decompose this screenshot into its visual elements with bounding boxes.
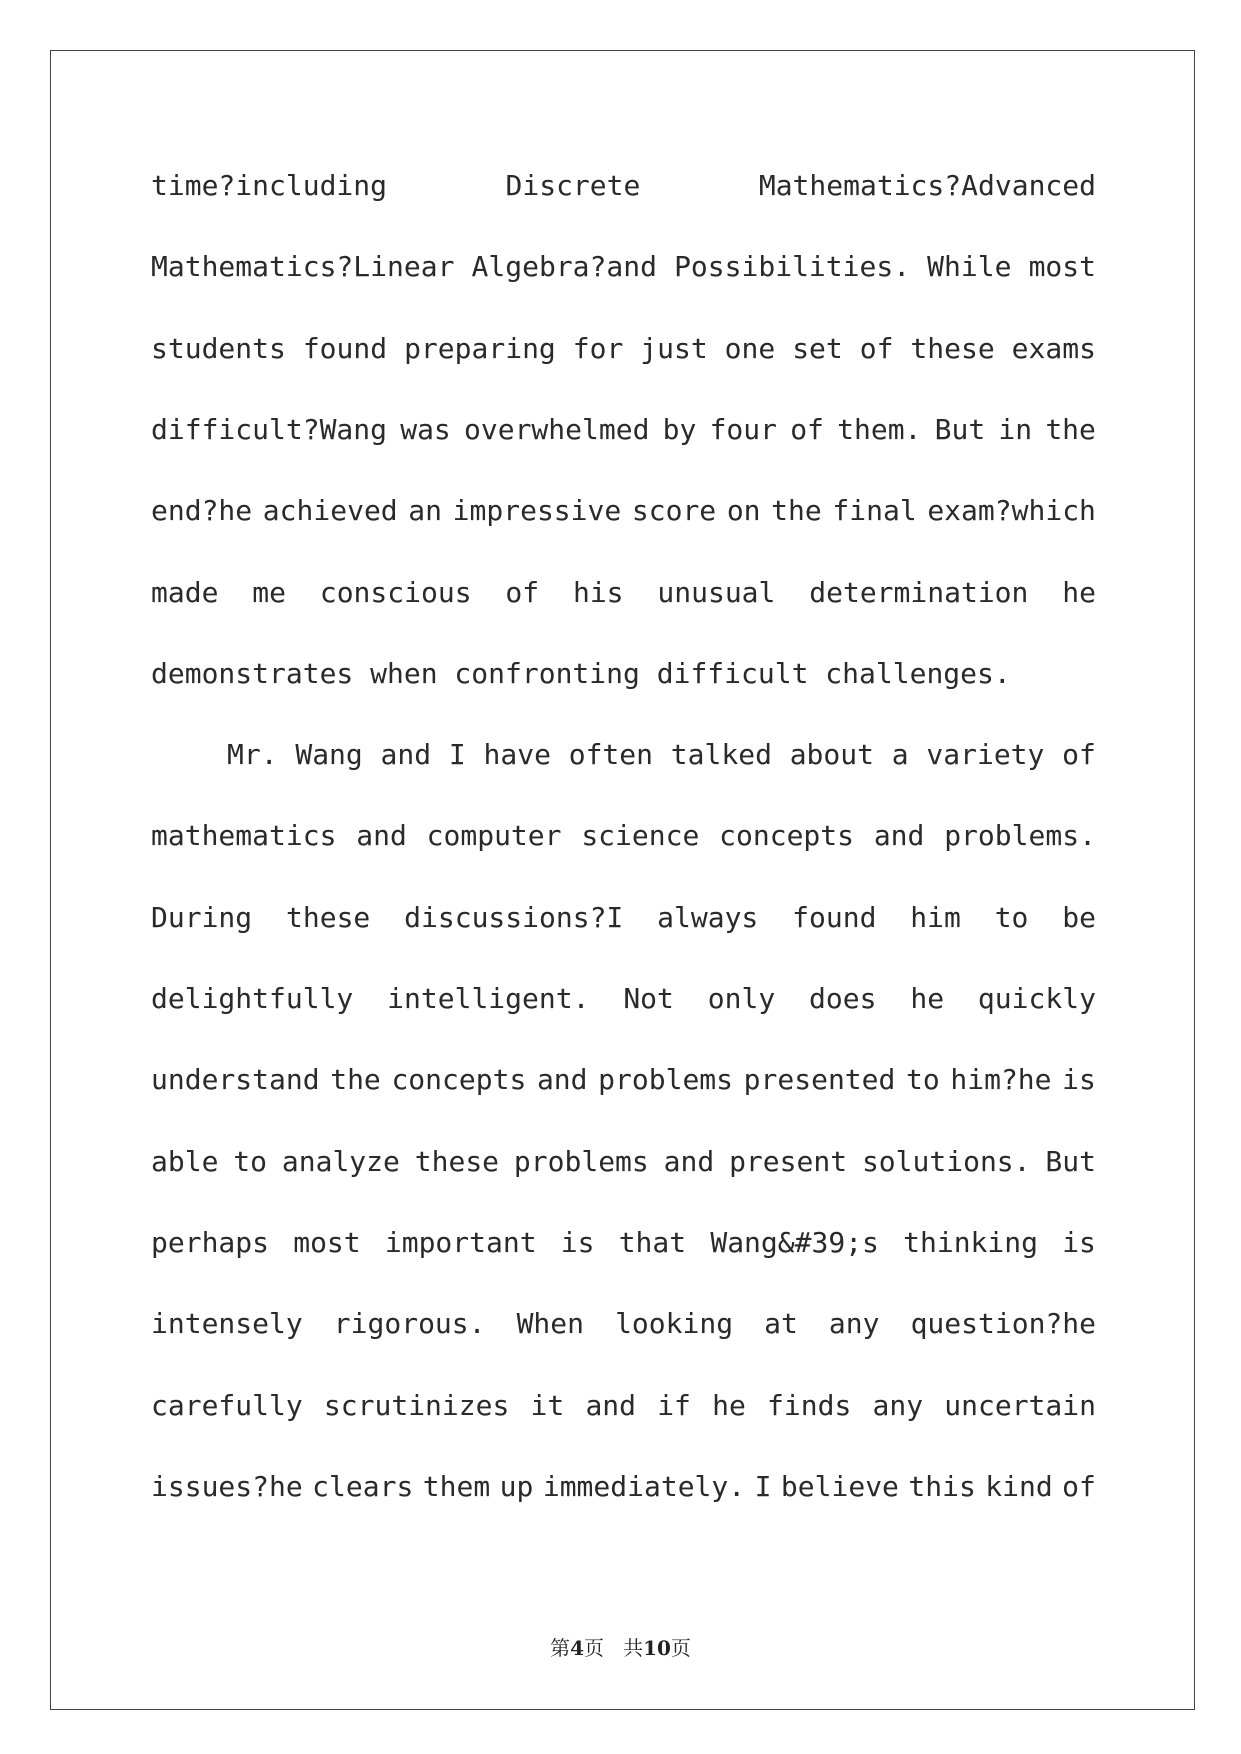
word: by bbox=[662, 412, 697, 446]
word: at bbox=[764, 1307, 798, 1341]
text-line bbox=[151, 247, 1096, 287]
word: be bbox=[1062, 900, 1096, 934]
word: computer bbox=[426, 819, 562, 853]
word: for bbox=[572, 331, 624, 365]
word: on bbox=[726, 494, 761, 528]
word: problems bbox=[513, 1144, 649, 1178]
word: conscious bbox=[319, 575, 472, 609]
footer-total-suffix: 页 bbox=[670, 1636, 691, 1660]
word: have bbox=[483, 738, 551, 772]
word: impressive bbox=[452, 494, 622, 528]
word: But bbox=[934, 412, 986, 446]
word: Mr. bbox=[227, 738, 278, 772]
word: time?including bbox=[151, 169, 388, 202]
word: problems. bbox=[944, 819, 1096, 853]
word: present bbox=[729, 1144, 848, 1178]
word: to bbox=[994, 900, 1029, 934]
word: me bbox=[252, 575, 286, 609]
word: and bbox=[356, 819, 407, 853]
page-border bbox=[50, 50, 1195, 1710]
word: rigorous. bbox=[333, 1307, 486, 1341]
word: them bbox=[422, 1469, 491, 1503]
word: always bbox=[657, 900, 759, 934]
word: and bbox=[585, 1388, 637, 1422]
text-line bbox=[151, 1304, 1096, 1344]
word: clears bbox=[312, 1469, 414, 1503]
word: carefully bbox=[151, 1388, 303, 1422]
word: only bbox=[707, 982, 776, 1015]
text-line bbox=[151, 1467, 1096, 1507]
word: kind bbox=[985, 1469, 1053, 1503]
word: is bbox=[1062, 1225, 1096, 1259]
text-line bbox=[151, 735, 1096, 775]
text-line bbox=[151, 1060, 1096, 1100]
text-line bbox=[151, 410, 1096, 450]
word: the bbox=[330, 1063, 381, 1097]
word: made bbox=[151, 575, 219, 609]
word: most bbox=[293, 1225, 361, 1259]
word: and bbox=[536, 1063, 588, 1097]
word: important bbox=[384, 1225, 537, 1259]
text-line bbox=[151, 816, 1096, 856]
word: end?he bbox=[151, 494, 253, 528]
word: unusual bbox=[657, 575, 776, 609]
word: solutions. bbox=[861, 1144, 1031, 1178]
word: found bbox=[792, 900, 877, 934]
word: presented bbox=[743, 1063, 896, 1097]
word: exam?which bbox=[927, 494, 1096, 528]
word: problems bbox=[598, 1063, 734, 1097]
word: of bbox=[790, 412, 824, 446]
text-line bbox=[151, 491, 1096, 531]
footer-total-prefix: 共 bbox=[623, 1636, 644, 1660]
word: he bbox=[1062, 575, 1096, 609]
word: concepts bbox=[719, 819, 854, 853]
word: these bbox=[910, 331, 995, 365]
word: and bbox=[873, 819, 925, 853]
word: if bbox=[657, 1388, 691, 1422]
word: mathematics bbox=[151, 819, 337, 853]
word: Mathematics?Advanced bbox=[758, 169, 1096, 202]
word: preparing bbox=[404, 331, 556, 365]
footer-total-pages: 10 bbox=[643, 1636, 671, 1660]
word: them. bbox=[837, 412, 922, 446]
word: most bbox=[1028, 250, 1096, 284]
word: a bbox=[891, 738, 909, 772]
word: the bbox=[1045, 412, 1096, 446]
word: science bbox=[581, 819, 700, 853]
footer-page-number: 4 bbox=[570, 1636, 584, 1660]
word: any bbox=[872, 1388, 924, 1422]
word: But bbox=[1045, 1144, 1096, 1178]
word: understand bbox=[151, 1063, 320, 1097]
word: him bbox=[910, 900, 961, 934]
text-line bbox=[151, 1386, 1096, 1426]
text-line bbox=[151, 329, 1096, 369]
word: variety bbox=[926, 738, 1045, 772]
word: determination bbox=[809, 575, 1029, 609]
word: uncertain bbox=[944, 1388, 1096, 1422]
word: up bbox=[499, 1469, 534, 1503]
word: Algebra?and bbox=[471, 250, 657, 284]
text-line-last: demonstrates when confronting difficult challenges. bbox=[151, 656, 1011, 690]
word: he bbox=[910, 982, 945, 1015]
word: four bbox=[709, 412, 777, 446]
text-line bbox=[151, 898, 1096, 938]
word: set bbox=[792, 331, 843, 365]
word: one bbox=[724, 331, 776, 365]
word: often bbox=[568, 738, 654, 772]
word: exams bbox=[1011, 331, 1096, 365]
word: analyze bbox=[281, 1144, 400, 1178]
word: During bbox=[151, 900, 253, 934]
word: When bbox=[516, 1307, 584, 1341]
word: the bbox=[771, 494, 822, 528]
word: and bbox=[663, 1144, 715, 1178]
word: immediately. bbox=[542, 1469, 746, 1503]
text-line bbox=[151, 1142, 1096, 1182]
word: is bbox=[560, 1225, 595, 1259]
word: Wang&#39;s bbox=[710, 1225, 879, 1259]
word: just bbox=[640, 331, 708, 365]
word: in bbox=[998, 412, 1033, 446]
word: discussions?I bbox=[404, 900, 624, 934]
word: I bbox=[448, 738, 466, 772]
word: thinking bbox=[903, 1225, 1038, 1259]
word: Mathematics?Linear bbox=[151, 250, 455, 284]
word: to bbox=[906, 1063, 940, 1097]
word: this bbox=[908, 1469, 976, 1503]
word: and bbox=[380, 738, 432, 772]
word: final bbox=[832, 494, 917, 528]
word: Possibilities. bbox=[674, 250, 911, 284]
word: achieved bbox=[262, 494, 398, 528]
word: score bbox=[631, 494, 717, 528]
word: Wang bbox=[295, 738, 363, 772]
word: intelligent. bbox=[387, 982, 590, 1015]
text-line bbox=[151, 1223, 1096, 1263]
word: Not bbox=[623, 982, 674, 1015]
word: any bbox=[828, 1307, 880, 1341]
word: difficult?Wang bbox=[151, 412, 388, 446]
word: quickly bbox=[977, 982, 1096, 1015]
page-footer bbox=[0, 1632, 1241, 1661]
word: I bbox=[754, 1469, 772, 1503]
word: question?he bbox=[910, 1307, 1096, 1341]
word: of bbox=[1062, 738, 1096, 772]
word: issues?he bbox=[151, 1469, 303, 1503]
word: overwhelmed bbox=[464, 412, 650, 446]
text-line bbox=[151, 166, 1096, 206]
word: about bbox=[789, 738, 874, 772]
text-line bbox=[151, 979, 1096, 1019]
word: of bbox=[505, 575, 540, 609]
word: was bbox=[400, 412, 451, 446]
word: looking bbox=[615, 1307, 734, 1341]
word: an bbox=[408, 494, 443, 528]
word: is bbox=[1062, 1063, 1096, 1097]
word: concepts bbox=[391, 1063, 527, 1097]
word: it bbox=[530, 1388, 565, 1422]
word: these bbox=[414, 1144, 500, 1178]
word: to bbox=[233, 1144, 268, 1178]
word: intensely bbox=[151, 1307, 303, 1341]
word: finds bbox=[767, 1388, 852, 1422]
word: his bbox=[572, 575, 624, 609]
word: able bbox=[151, 1144, 219, 1178]
word: perhaps bbox=[151, 1225, 270, 1259]
word: Discrete bbox=[505, 169, 641, 202]
word: While bbox=[927, 250, 1012, 284]
text-line bbox=[151, 573, 1096, 613]
word: of bbox=[1062, 1469, 1096, 1503]
word: he bbox=[712, 1388, 746, 1422]
word: found bbox=[302, 331, 388, 365]
word: believe bbox=[780, 1469, 899, 1503]
footer-prefix: 第 bbox=[550, 1636, 571, 1660]
word: him?he bbox=[950, 1063, 1052, 1097]
word: of bbox=[859, 331, 894, 365]
word: talked bbox=[670, 738, 772, 772]
word: students bbox=[151, 331, 286, 365]
word: these bbox=[286, 900, 371, 934]
word: delightfully bbox=[151, 982, 354, 1015]
word: that bbox=[618, 1225, 687, 1259]
word: does bbox=[809, 982, 877, 1015]
footer-page-suffix: 页 bbox=[584, 1636, 604, 1660]
word: scrutinizes bbox=[323, 1388, 510, 1422]
